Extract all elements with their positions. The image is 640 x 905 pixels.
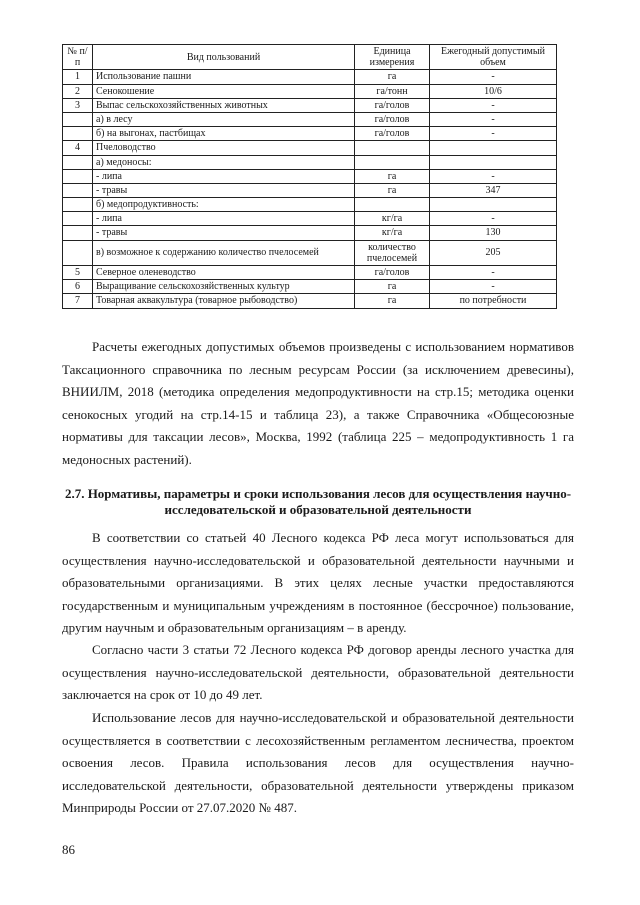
table-row [63,294,557,308]
cell-kind: Выращивание сельскохозяйственных культур [93,280,355,294]
table-row [63,280,557,294]
paragraph-forest-code-40-text: В соответствии со статьей 40 Лесного кодекса РФ леса могут использоваться для осуществления научно-исследовательской и образовательной деятельности научными и образовательными организациями. В этих целях лесные участки предоставляются государственным и муниципальным учреждениям в постоянное (бессрочное) пользование, другим научным и образовательным организациям – в аренду. [62,530,574,635]
cell-num: 1 [63,70,93,84]
table-body [63,70,557,308]
table-row [63,84,557,98]
cell-num: 3 [63,98,93,112]
cell-unit [355,141,430,155]
cell-unit: га/голов [355,98,430,112]
table-row [63,266,557,280]
section-heading: 2.7. Нормативы, параметры и сроки использования лесов для осуществления научно-исследовательской и образовательной деятельности [64,486,572,517]
table-row [63,127,557,141]
cell-kind: - травы [93,226,355,240]
paragraph-forest-code-40 [62,527,574,640]
cell-volume: 205 [430,240,557,265]
cell-num [63,127,93,141]
cell-volume: 130 [430,226,557,240]
cell-unit: кг/га [355,226,430,240]
cell-volume: - [430,127,557,141]
cell-volume: - [430,212,557,226]
cell-unit: га [355,294,430,308]
paragraph-usage-rules [62,707,574,820]
usage-table [62,44,557,309]
cell-num [63,198,93,212]
cell-num [63,240,93,265]
cell-volume: - [430,266,557,280]
cell-num [63,169,93,183]
table-row [63,155,557,169]
cell-num [63,212,93,226]
cell-volume: - [430,169,557,183]
cell-unit: га [355,280,430,294]
cell-unit: га [355,70,430,84]
cell-kind: Пчеловодство [93,141,355,155]
table-row [63,141,557,155]
cell-kind: б) медопродуктивность: [93,198,355,212]
table-header-row [63,45,557,70]
cell-volume [430,141,557,155]
cell-kind: Сенокошение [93,84,355,98]
cell-num: 4 [63,141,93,155]
header-kind: Вид пользований [93,45,355,70]
cell-kind: б) на выгонах, пастбищах [93,127,355,141]
cell-unit: кг/га [355,212,430,226]
cell-kind: а) медоносы: [93,155,355,169]
cell-unit: га [355,169,430,183]
cell-num [63,226,93,240]
header-num: № п/п [63,45,93,70]
cell-kind: Выпас сельскохозяйственных животных [93,98,355,112]
cell-num [63,183,93,197]
cell-unit [355,198,430,212]
table-row [63,212,557,226]
cell-num: 2 [63,84,93,98]
table-row [63,226,557,240]
cell-unit: га/тонн [355,84,430,98]
cell-kind: Использование пашни [93,70,355,84]
table-row [63,198,557,212]
cell-kind: - липа [93,212,355,226]
table-row [63,70,557,84]
cell-kind: - липа [93,169,355,183]
cell-kind: в) возможное к содержанию количество пчелосемей [93,240,355,265]
cell-num [63,155,93,169]
table-row [63,240,557,265]
paragraph-norms-source [62,336,574,471]
cell-num: 7 [63,294,93,308]
cell-unit: количество пчелосемей [355,240,430,265]
cell-volume: - [430,98,557,112]
cell-volume: - [430,70,557,84]
table-row [63,183,557,197]
paragraph-usage-rules-text: Использование лесов для научно-исследовательской и образовательной деятельности осуществляется в соответствии с лесохозяйственным регламентом лесничества, проектом освоения лесов. Правила использования лесов для осуществления научно-исследовательской деятельности, образовательной деятельности утверждены приказом Минприроды России от 27.07.2020 № 487. [62,710,574,815]
cell-kind: Северное оленеводство [93,266,355,280]
table-row [63,98,557,112]
cell-num: 5 [63,266,93,280]
header-volume: Ежегодный допустимый объем [430,45,557,70]
cell-volume: по потребности [430,294,557,308]
page-number: 86 [62,842,75,857]
cell-unit: га [355,183,430,197]
cell-volume: - [430,280,557,294]
cell-volume: 10/6 [430,84,557,98]
cell-kind: Товарная аквакультура (товарное рыбоводство) [93,294,355,308]
cell-unit [355,155,430,169]
paragraph-norms-source-text: Расчеты ежегодных допустимых объемов произведены с использованием нормативов Таксационного справочника по лесным ресурсам России (за исключением древесины), ВНИИЛМ, 2018 (методика определения медопродуктивности на стр.15; методика оценки сенокосных угодий на стр.14-15 и таблица 23), а также Справочника «Общесоюзные нормативы для таксации лесов», Москва, 1992 (таблица 225 – медопродуктивность 1 га медоносных растений). [62,339,574,467]
cell-volume: - [430,112,557,126]
table-row [63,169,557,183]
cell-unit: га/голов [355,127,430,141]
cell-volume [430,155,557,169]
cell-volume: 347 [430,183,557,197]
cell-kind: а) в лесу [93,112,355,126]
paragraph-forest-code-72 [62,639,574,707]
table-row [63,112,557,126]
paragraph-forest-code-72-text: Согласно части 3 статьи 72 Лесного кодекса РФ договор аренды лесного участка для осуществления научно-исследовательской деятельности, образовательной деятельности заключается на срок от 10 до 49 лет. [62,642,574,702]
header-unit: Единица измерения [355,45,430,70]
cell-kind: - травы [93,183,355,197]
cell-unit: га/голов [355,112,430,126]
cell-unit: га/голов [355,266,430,280]
cell-num: 6 [63,280,93,294]
cell-volume [430,198,557,212]
cell-num [63,112,93,126]
